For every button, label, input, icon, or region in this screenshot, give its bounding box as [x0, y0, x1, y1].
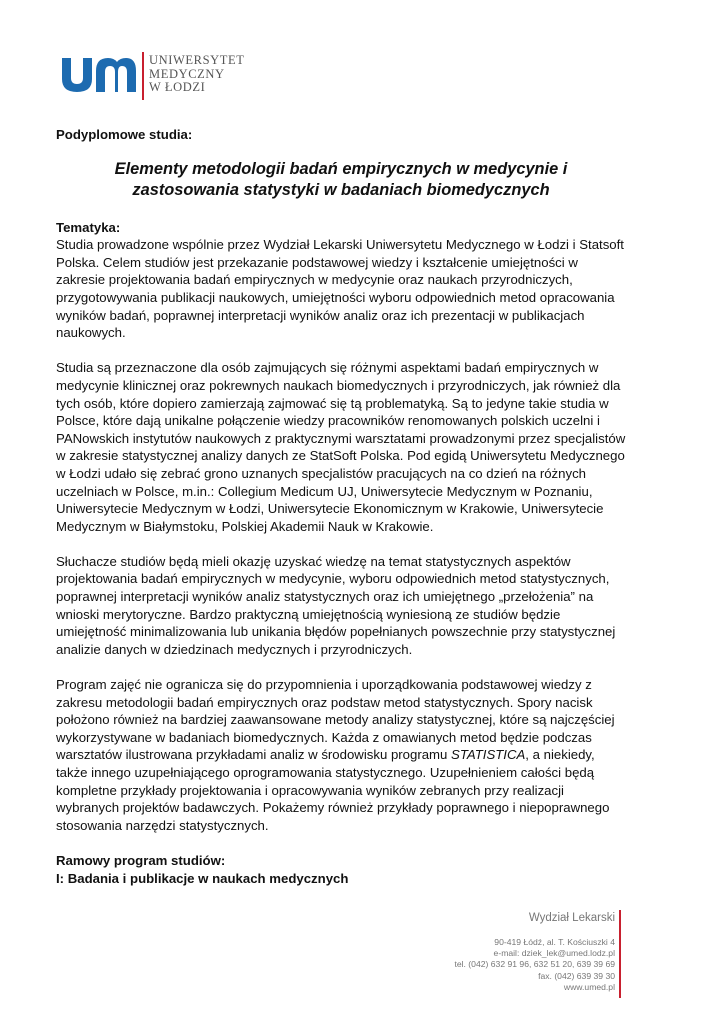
tematyka-heading: Tematyka: [56, 219, 121, 235]
paragraph-4-part-1: Program zajęć nie ogranicza się do przypomnienia i uporządkowania podstawowej wiedzy z zakresu metodologii badań empirycznych oraz podstaw metod statystycznych. Spory nacisk położono również na bardziej zaawansowane metody analizy statystycznej, które są najczęściej wykorzystywane w badaniach biomedycznych. Każda z omawianych metod będzie podczas warsztatów ilustrowana przykładami analiz w środowisku programu [56, 677, 615, 763]
university-logo [62, 52, 262, 102]
logo-line-3: W ŁODZI [149, 80, 206, 94]
document-title [56, 159, 626, 201]
footer-contact [454, 912, 615, 993]
footer-email: e-mail: dziek_lek@umed.lodz.pl [493, 948, 615, 959]
um-logo-mark [62, 58, 136, 92]
paragraph-2: Studia są przeznaczone dla osób zajmujących się różnymi aspektami badań empirycznych w medycynie klinicznej oraz pokrewnych naukach biomedycznych i przyrodniczych, jak również dla tych osób, które dopiero zamierzają zajmować się tą problematyką. Są to jedyne takie studia w Polsce, które dają unikalne połączenie wiedzy pracowników renomowanych polskich uczelni i PANowskich instytutów naukowych z praktycznymi warsztatami prowadzonymi przez specjalistów w zakresie statystycznej analizy danych ze StatSoft Polska. Pod egidą Uniwersytetu Medycznego w Łodzi udało się zebrać grono uznanych specjalistów pracujących na co dzień na różnych uczelniach w Polsce, m.in.: Collegium Medicum UJ, Uniwersytecie Medycznym w Poznaniu, Uniwersytecie Medycznym w Łodzi, Uniwersytecie Ekonomicznym w Krakowie, Uniwersytecie Medycznym w Białymstoku, Polskiej Akademii Nauk w Krakowie. [56, 360, 626, 534]
footer-tel: tel. (042) 632 91 96, 632 51 20, 639 39 69 [454, 959, 615, 970]
document-body [56, 126, 626, 887]
logo-wordmark [149, 54, 244, 95]
footer-department: Wydział Lekarski [528, 912, 615, 924]
paragraph-1: Studia prowadzone wspólnie przez Wydział Lekarski Uniwersytetu Medycznego w Łodzi i Statsoft Polska. Celem studiów jest przekazanie podstawowej wiedzy i kształcenie umiejętności w zakresie projektowania badań empirycznych w medycynie oraz naukach przyrodniczych, przygotowywania publikacji naukowych, umiejętności wyboru odpowiednich metod opracowania wyników badań, poprawnej interpretacji wyników analiz oraz ich prezentacji w publikacjach naukowych. [56, 237, 624, 341]
title-line-2: zastosowania statystyki w badaniach biomedycznych [132, 180, 550, 199]
title-line-1: Elementy metodologii badań empirycznych w medycynie i [114, 159, 568, 178]
section-1-heading: I: Badania i publikacje w naukach medycznych [56, 870, 349, 886]
logo-line-1: UNIWERSYTET [149, 53, 245, 67]
logo-line-2: MEDYCZNY [149, 66, 225, 81]
footer-fax: fax. (042) 639 39 30 [538, 970, 615, 981]
program-heading: Ramowy program studiów: [56, 852, 226, 868]
paragraph-4-part-2: , a niekiedy, także innego uzupełniającego oprogramowania statystycznego. Uzupełnieniem całości będą kompletne przykłady projektowania i opracowywania wyników zebranych przy realizacji wybranych projektów badawczych. Pokażemy również przykłady poprawnego i niepoprawnego stosowania narzędzi statystycznych. [56, 747, 610, 833]
logo-divider [142, 52, 144, 100]
footer-address: 90-419 Łódź, al. T. Kościuszki 4 [494, 937, 615, 947]
paragraph-4 [56, 676, 626, 834]
footer-divider [619, 910, 621, 998]
footer-web: www.umed.pl [563, 981, 615, 992]
paragraph-3: Słuchacze studiów będą mieli okazję uzyskać wiedzę na temat statystycznych aspektów projektowania badań empirycznych w medycynie, wyboru odpowiednich metod statystycznych, poprawnej interpretacji wyników analiz statystycznych oraz ich umiejętnego „przełożenia” na wnioski merytoryczne. Bardzo praktyczną umiejętnością wyniesioną ze studiów będzie umiejętność minimalizowania lub unikania błędów popełnianych powszechnie przy statystycznej analizie danych w dziedzinach medycznych i przyrodniczych. [56, 553, 616, 657]
program-name: STATISTICA [451, 747, 526, 763]
document-label: Podyplomowe studia: [56, 127, 193, 142]
